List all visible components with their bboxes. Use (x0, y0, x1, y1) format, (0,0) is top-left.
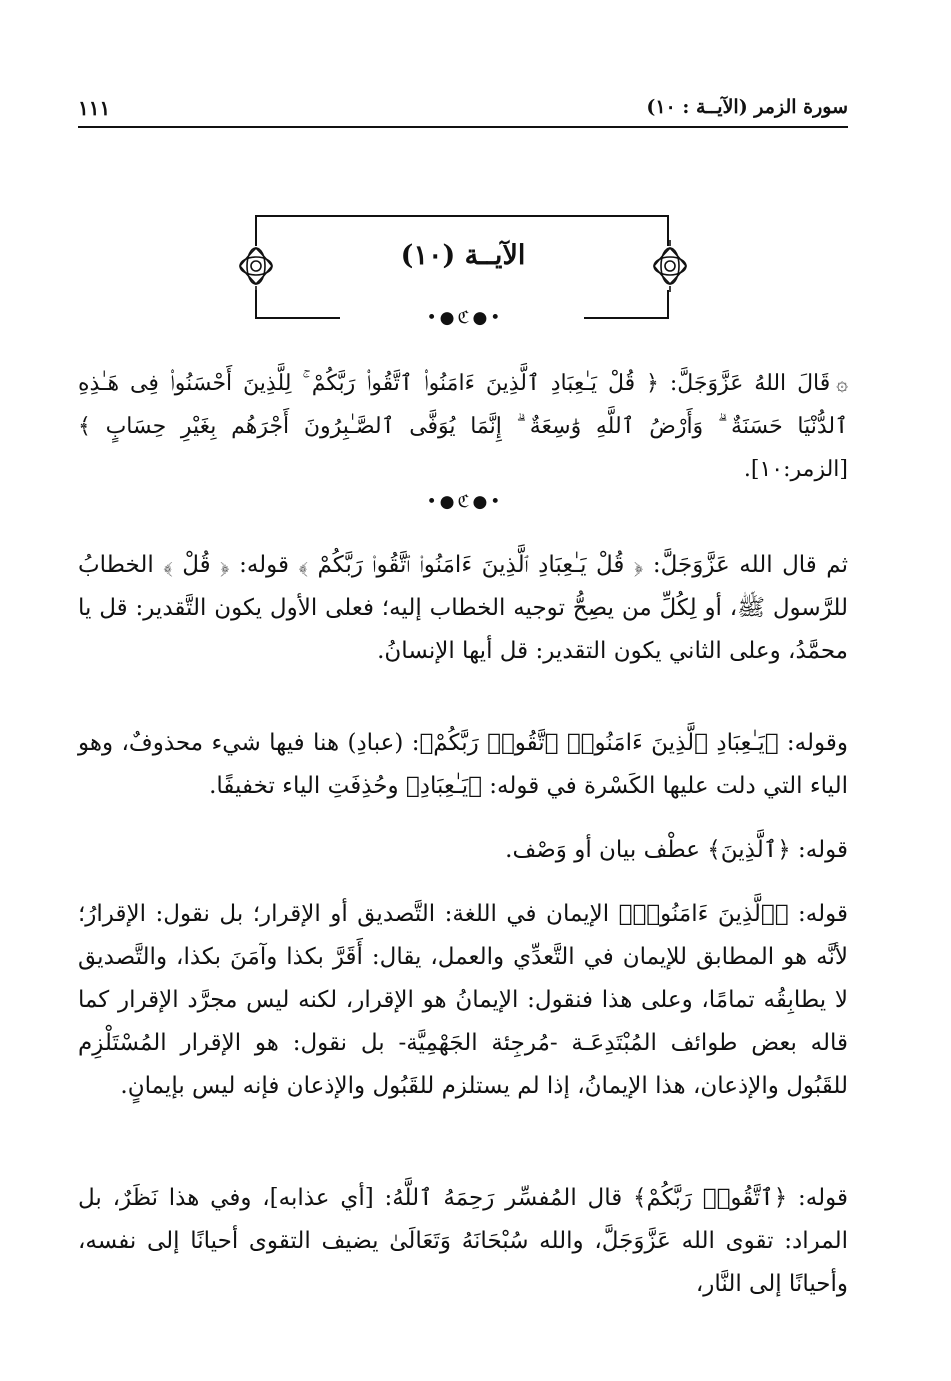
verse-heading: الآيــة (١٠) (400, 240, 526, 271)
commentary-paragraph: ثم قال الله عَزَّوَجَلَّ: ﴿ قُلْ يَـٰعِبَادِ ٱلَّذِينَ ءَامَنُوا۟ ٱتَّقُوا۟ رَبَّكُمْ ﴾ قوله: ﴿ قُلْ ﴾ الخطابُ للرَّسول ﷺ، أو لِكُلِّ من يصِحُّ توجيه الخطاب إليه؛ فعلى الأول يكون التَّقدير: قل يا محمَّدُ، وعلى الثاني يكون التقدير: قل أيها الإنسانُ. (78, 552, 848, 664)
running-title: سورة الزمر (الآيــة : ١٠) (646, 96, 848, 118)
commentary-paragraph: قوله: ﴿ٱتَّقُوا۟ رَبَّكُمْ﴾ قال المُفسِّر رَحِمَهُ ٱللَّهُ: [أي عذابه]، وفي هذا نَظَرٌ، بل المراد: تقوى الله عَزَّوَجَلَّ، والله سُبْحَانَهُ وَتَعَالَىٰ يضيف التقوى أحيانًا إلى نفسه، وأحيانًا إلى النَّار، (78, 1185, 848, 1297)
heading-ornament: •●ℭ●• (426, 308, 504, 328)
verse-quote (78, 362, 848, 482)
ornament-knot-icon (234, 238, 278, 294)
header-rule (78, 126, 848, 128)
page-number: ١١١ (78, 96, 111, 120)
verse-quote-text: قَالَ اللهُ عَزَّوَجَلَّ: ﴿ قُلْ يَـٰعِبَادِ ٱلَّذِينَ ءَامَنُوا۟ ٱتَّقُوا۟ رَبَّكُمْ ۚ لِلَّذِينَ أَحْسَنُوا۟ فِى هَـٰذِهِ ٱلدُّنْيَا حَسَنَةٌ ۗ وَأَرْضُ ٱللَّهِ وَٰسِعَةٌ ۗ إِنَّمَا يُوَفَّى ٱلصَّـٰبِرُونَ أَجْرَهُم بِغَيْرِ حِسَابٍ ﴾ [الزمر:١٠]. (78, 371, 848, 482)
running-header (78, 92, 848, 128)
section-separator: •●ℭ●• (426, 492, 504, 512)
verse-marker-icon: ۞ (836, 371, 848, 395)
commentary-paragraph: قوله: ﴿ٱلَّذِينَ ءَامَنُوا۟﴾ الإيمان في اللغة: التَّصديق أو الإقرار؛ بل نقول: الإقرارُ؛ لأنَّه هو المطابق للإيمان في التَّعدِّي والعمل، يقال: أَقَرَّ بكذا وآمَنَ بكذا، والتَّصديق لا يطابِقُه تمامًا، وعلى هذا فنقول: الإيمانُ هو الإقرار، لكنه ليس مجرَّد الإقرار كما قاله بعض طوائف المُبْتَدِعَـة -مُرجِئة الجَهْمِيَّة- بل نقول: هو الإقرار المُسْتَلْزِم للقَبُول والإذعان، هذا الإيمانُ، إذا لم يستلزم للقَبُول والإذعان فإنه ليس بإيمانٍ. (78, 901, 848, 1099)
ornament-knot-icon (648, 238, 692, 294)
commentary-paragraph: قوله: ﴿ٱلَّذِينَ﴾ عطْف بيان أو وَصْف. (505, 837, 848, 863)
commentary-paragraph: وقوله: ﴿يَـٰعِبَادِ ٱلَّذِينَ ءَامَنُوا۟ ٱتَّقُوا۟ رَبَّكُمْ﴾: (عبادِ) هنا فيها شيء محذوفٌ، وهو الياء التي دلت عليها الكَسْرة في قوله: ﴿يَـٰعِبَادِ﴾ وحُذِفَتِ الياء تخفيفًا. (78, 730, 848, 799)
